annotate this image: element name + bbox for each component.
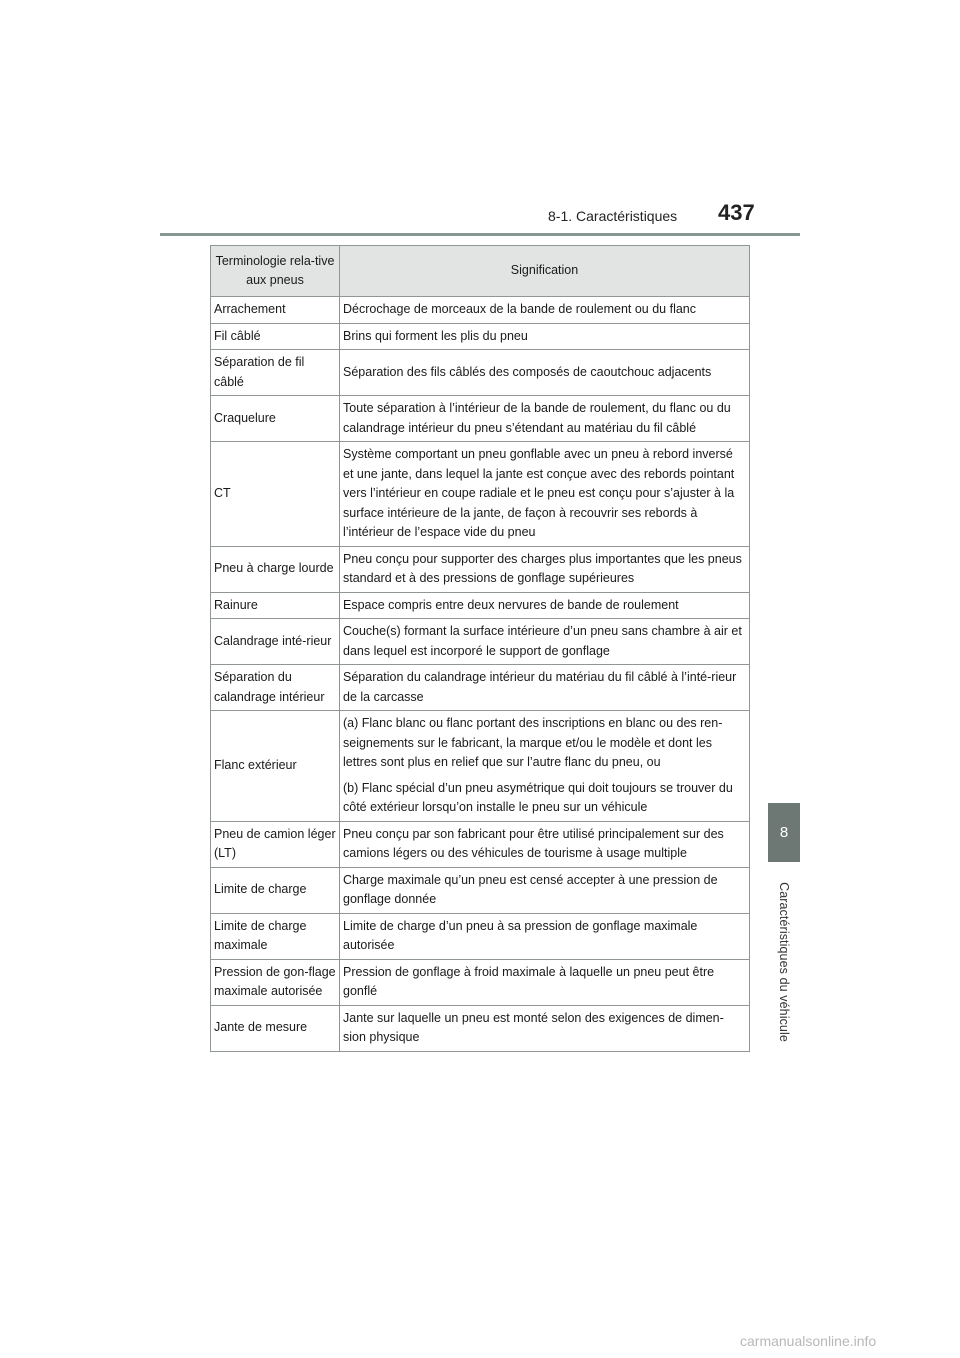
term-cell: Jante de mesure bbox=[211, 1005, 340, 1051]
table-row bbox=[211, 619, 750, 665]
header-divider bbox=[160, 233, 800, 236]
table-row bbox=[211, 665, 750, 711]
definition-text: Décrochage de morceaux de la bande de roulement ou du flanc bbox=[343, 302, 697, 316]
definition-cell bbox=[340, 711, 750, 822]
definition-cell bbox=[340, 867, 750, 913]
definition-cell bbox=[340, 396, 750, 442]
chapter-tab bbox=[768, 803, 800, 862]
term-cell: Pneu à charge lourde bbox=[211, 546, 340, 592]
definition-text: Séparation du calandrage intérieur du matériau du fil câblé à l’inté-rieur de la carcasse bbox=[343, 670, 737, 704]
definition-text: Pneu conçu pour supporter des charges plus importantes que les pneus standard et à des pressions de gonflage supérieures bbox=[343, 551, 742, 585]
chapter-number: 8 bbox=[779, 824, 789, 841]
definition-cell bbox=[340, 546, 750, 592]
definition-cell bbox=[340, 323, 750, 350]
definition-cell bbox=[340, 350, 750, 396]
definition-text: Couche(s) formant la surface intérieure d’un pneu sans chambre à air et dans lequel est incorporé le support de gonflage bbox=[343, 624, 742, 658]
definition-cell bbox=[340, 592, 750, 619]
table-row bbox=[211, 350, 750, 396]
table-row bbox=[211, 913, 750, 959]
definition-text: Jante sur laquelle un pneu est monté selon des exigences de dimen-sion physique bbox=[343, 1010, 724, 1044]
term-cell: Pression de gon-flage maximale autorisée bbox=[211, 959, 340, 1005]
table-row bbox=[211, 1005, 750, 1051]
page-number: 437 bbox=[718, 200, 755, 225]
table-row bbox=[211, 867, 750, 913]
definition-text: (a) Flanc blanc ou flanc portant des inscriptions en blanc ou des ren-seignements sur le fabricant, la marque et/ou le modèle et dont les lettres sont plus en relief que sur l’autre flanc du pneu, ou bbox=[343, 716, 723, 769]
definition-cell bbox=[340, 297, 750, 324]
term-cell: CT bbox=[211, 442, 340, 547]
table-row bbox=[211, 821, 750, 867]
term-cell: Séparation du calandrage intérieur bbox=[211, 665, 340, 711]
term-cell: Séparation de fil câblé bbox=[211, 350, 340, 396]
definition-text: Brins qui forment les plis du pneu bbox=[343, 328, 528, 343]
table-row bbox=[211, 959, 750, 1005]
definition-text: Pneu conçu par son fabricant pour être utilisé principalement sur des camions légers ou des véhicules de tourisme à usage multiple bbox=[343, 826, 724, 860]
column-header-meaning: Signification bbox=[340, 246, 750, 297]
term-cell: Pneu de camion léger (LT) bbox=[211, 821, 340, 867]
definition-cell bbox=[340, 1005, 750, 1051]
definition-text: Système comportant un pneu gonflable avec un pneu à rebord inversé et une jante, dans lequel la jante est conçue avec des rebords pointant vers l’intérieur en coupe radiale et le pneu est conçu pour s’ajuster à la surface intérieure de la jante, de façon à recouvrir ses rebords à l’intérieur de l’espace vide du pneu bbox=[343, 447, 735, 539]
term-cell: Flanc extérieur bbox=[211, 711, 340, 822]
table-header-row bbox=[211, 246, 750, 297]
page-header bbox=[0, 0, 960, 240]
definition-cell bbox=[340, 665, 750, 711]
definition-text: Espace compris entre deux nervures de bande de roulement bbox=[343, 597, 679, 612]
tire-terminology-table bbox=[210, 245, 750, 1052]
term-cell: Limite de charge maximale bbox=[211, 913, 340, 959]
term-cell: Limite de charge bbox=[211, 867, 340, 913]
term-cell: Calandrage inté-rieur bbox=[211, 619, 340, 665]
table-row bbox=[211, 396, 750, 442]
table-row bbox=[211, 442, 750, 547]
definition-cell bbox=[340, 959, 750, 1005]
definition-cell bbox=[340, 442, 750, 547]
section-title: 8-1. Caractéristiques bbox=[548, 208, 678, 224]
definition-text: Séparation des fils câblés des composés de caoutchouc adjacents bbox=[343, 364, 712, 379]
term-cell: Craquelure bbox=[211, 396, 340, 442]
definition-cell bbox=[340, 913, 750, 959]
definition-text: (b) Flanc spécial d’un pneu asymétrique qui doit toujours se trouver du côté extérieur lorsqu’on installe le pneu sur un véhicule bbox=[343, 780, 733, 814]
term-cell: Rainure bbox=[211, 592, 340, 619]
table-row bbox=[211, 323, 750, 350]
definition-text: Charge maximale qu’un pneu est censé accepter à une pression de gonflage donnée bbox=[343, 872, 718, 906]
definition-text: Pression de gonflage à froid maximale à laquelle un pneu peut être gonflé bbox=[343, 964, 715, 998]
definition-cell bbox=[340, 821, 750, 867]
chapter-label: Caractéristiques du véhicule bbox=[777, 882, 791, 1042]
definition-text: Limite de charge d’un pneu à sa pression de gonflage maximale autorisée bbox=[343, 918, 698, 952]
definition-cell bbox=[340, 619, 750, 665]
term-cell: Fil câblé bbox=[211, 323, 340, 350]
table-row bbox=[211, 592, 750, 619]
term-cell: Arrachement bbox=[211, 297, 340, 324]
table-body bbox=[211, 297, 750, 1052]
table-row bbox=[211, 711, 750, 822]
definition-text: Toute séparation à l’intérieur de la bande de roulement, du flanc ou du calandrage intérieur du pneu s’étendant au matériau du fil câblé bbox=[343, 401, 731, 435]
column-header-term: Terminologie rela-tive aux pneus bbox=[211, 246, 340, 297]
table-row bbox=[211, 546, 750, 592]
footer-watermark: carmanualsonline.info bbox=[740, 1333, 877, 1349]
table-row bbox=[211, 297, 750, 324]
